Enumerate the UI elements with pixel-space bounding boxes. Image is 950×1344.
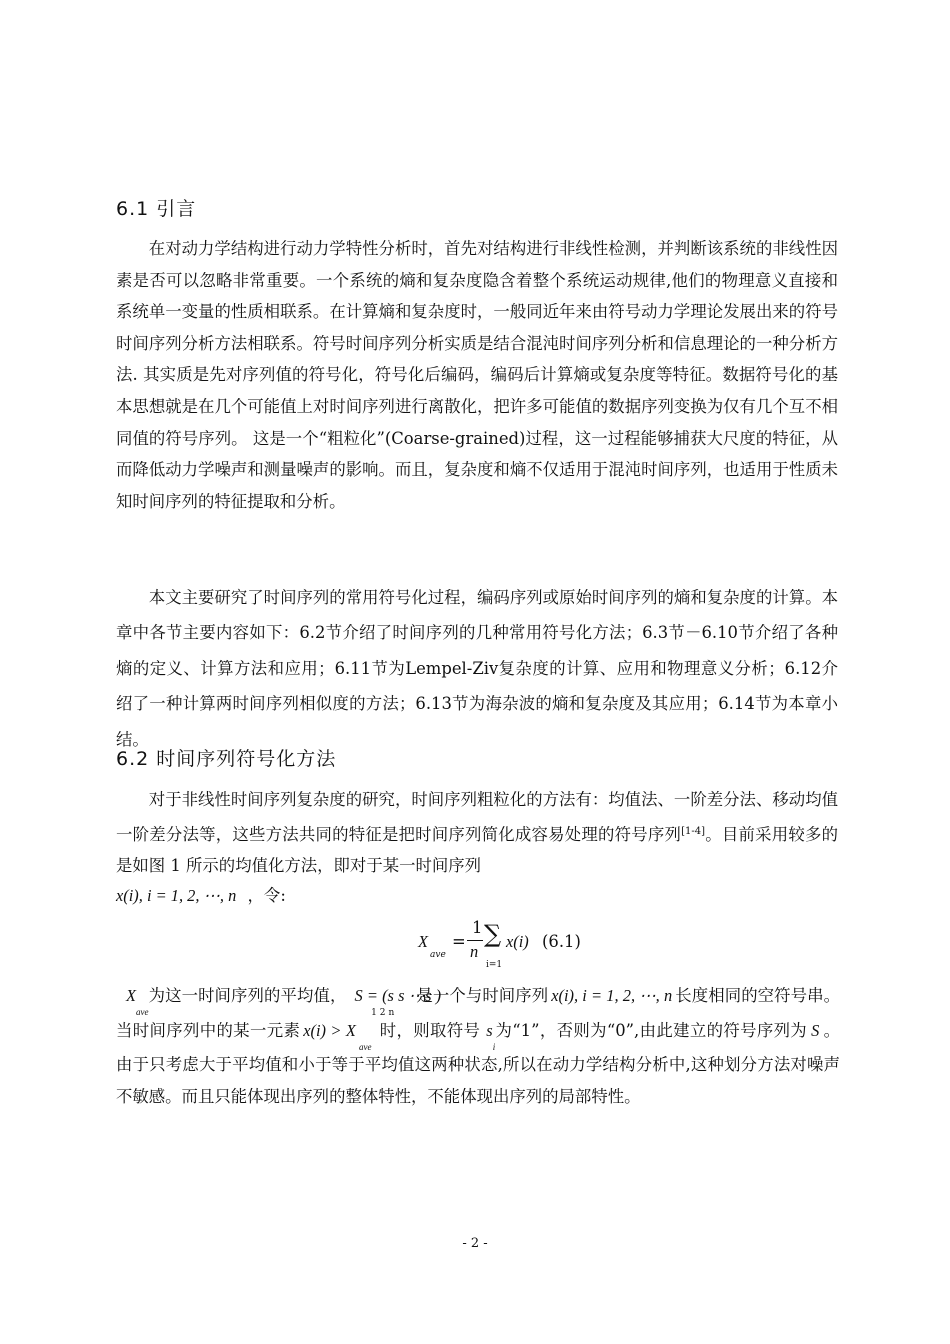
section-6-1-title: 6.1 引言 [116, 198, 197, 220]
paragraph-text: 时，则取符号 [379, 1021, 481, 1040]
condition-subscript: ave [358, 1042, 372, 1052]
symbol-string-expression: S = (s s ⋯s ) [354, 986, 442, 1005]
section-6-2-paragraph-1 [116, 784, 838, 882]
eq-fraction-bar [467, 940, 483, 941]
paragraph-text: 对于非线性时间序列复杂度的研究，时间序列粗粒化的方法有：均值法、一阶差分法、移动均值一阶差分法等，这些方法共同的特征是把时间序列简化成容易处理的符号序列 [116, 790, 838, 844]
eq-sum-limit: i=1 [486, 960, 503, 970]
symbol-si: s [486, 1021, 493, 1040]
sequence-definition [116, 882, 286, 906]
citation-ref: [1-4] [681, 825, 706, 837]
symbol-si-subscript: i [492, 1042, 496, 1052]
eq-ave-subscript: ave [430, 950, 446, 960]
eq-x-symbol: X [418, 932, 429, 951]
sequence-expression-inline: x(i), i = 1, 2, ⋯, n [551, 986, 673, 1005]
paragraph-text: 是一个与时间序列 [416, 986, 549, 1005]
paragraph-text: 为这一时间序列的平均值， [148, 986, 347, 1005]
eq-number: (6.1) [542, 932, 581, 951]
page-number: - 2 - [462, 1236, 488, 1251]
paragraph-text: 。由于只考虑大于平均值和小于等于平均值这两种状态,所以在动力学结构分析中,这种划分方法对噪声不敏感。而且只能体现出序列的整体特性，不能体现出序列的局部特性。 [116, 1021, 841, 1106]
paragraph-text: 为“1”，否则为“0”,由此建立的符号序列为 [495, 1021, 808, 1040]
mean-symbol: X [126, 986, 137, 1005]
eq-denominator: n [470, 942, 479, 961]
paragraph-text: 。目前采用较多的是如图 1 所示的均值化方法，即对于某一时间序列 [116, 824, 839, 876]
section-6-1-paragraph-2: 本文主要研究了时间序列的常用符号化过程，编码序列或原始时间序列的熵和复杂度的计算。本章中各节主要内容如下：6.2节介绍了时间序列的几种常用符号化方法；6.3节－6.10节介绍了各种熵的定义、计算方法和应用；6.11节为Lempel-Ziv复杂度的计算、应用和物理意义分析；6.12介绍了一种计算两时间序列相似度的方法；6.13节为海杂波的熵和复杂度及其应用；6.14节为本章小结。 [116, 588, 838, 749]
symbol-string-subscripts: 1 2 n [371, 1008, 395, 1018]
symbol-sequence-S: S [811, 1021, 820, 1040]
eq-term: x(i) [506, 932, 529, 951]
eq-equals: = [452, 932, 466, 951]
condition-expression: x(i) > X [303, 1021, 356, 1040]
eq-sum-symbol: ∑ [484, 920, 502, 948]
section-6-2-title: 6.2 时间序列符号化方法 [116, 748, 337, 770]
sequence-tail-text: ，令: [247, 886, 286, 905]
section-6-1-paragraph-1: 在对动力学结构进行动力学特性分析时，首先对结构进行非线性检测，并判断该系统的非线性因素是否可以忽略非常重要。一个系统的熵和复杂度隐含着整个系统运动规律,他们的物理意义直接和系统单一变量的性质相联系。在计算熵和复杂度时，一般同近年来由符号动力学理论发展出来的符号时间序列分析方法相联系。符号时间序列分析实质是结合混沌时间序列分析和信息理论的一种分析方法. 其实质是先对序列值的符号化，符号化后编码，编码后计算熵或复杂度等特征。数据符号化的基本思想就是在几个可能值上对时间序列进行离散化，把许多可能值的数据序列变换为仅有几个互不相同值的符号序列。 这是一个“粗粒化”(Coarse-grained)过程，这一过程能够捕获大尺度的特征，从而降低动力学噪声和测量噪声的影响。而且，复杂度和熵不仅适用于混沌时间序列，也适用于性质未知时间序列的特征提取和分析。 [116, 239, 838, 511]
equation-6-1 [400, 918, 620, 978]
section-6-2-paragraph-2 [116, 980, 840, 1113]
mean-subscript: ave [136, 1007, 149, 1017]
eq-numerator: 1 [472, 918, 483, 937]
sequence-expression: x(i), i = 1, 2, ⋯, n [116, 886, 237, 905]
paragraph-text: 长度相同的空符号串。当时间序列中的某一元素 [116, 986, 841, 1040]
